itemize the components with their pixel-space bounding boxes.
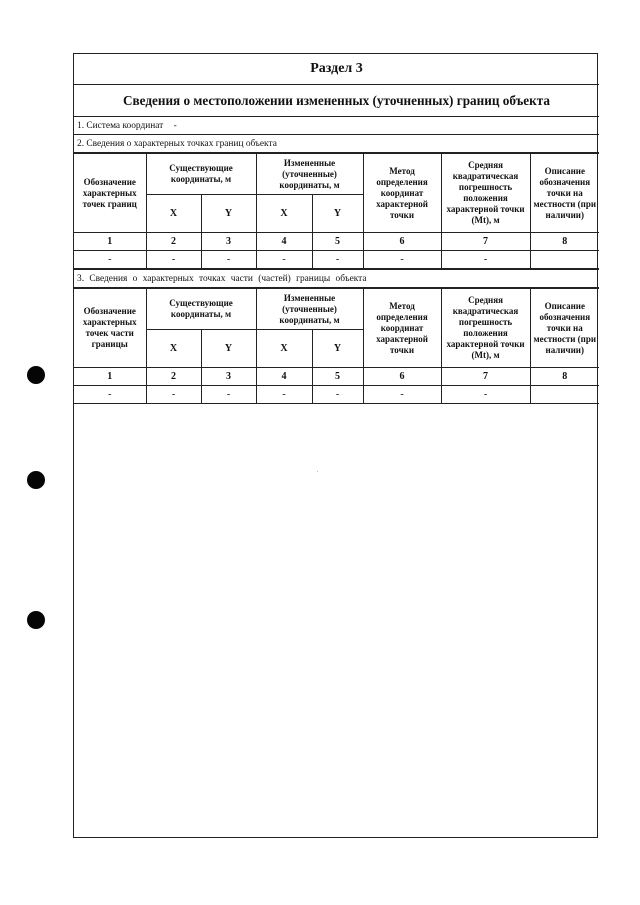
col-header-existing: Существующие координаты, м (146, 154, 256, 195)
column-number: 2 (146, 233, 201, 251)
column-number: 5 (312, 368, 363, 386)
column-number: 7 (441, 233, 530, 251)
column-number: 2 (146, 368, 201, 386)
section-title: Раздел 3 (74, 54, 599, 85)
table-row (74, 251, 599, 269)
coordinate-system-row (74, 117, 599, 135)
punch-hole-bottom (27, 611, 45, 629)
column-number-row (74, 368, 599, 386)
document-frame (73, 53, 598, 838)
col-header-existing-y: Y (201, 330, 256, 368)
table1-caption: 2. Сведения о характерных точках границ объекта (74, 135, 599, 153)
col-header-changed: Измененные (уточненные) координаты, м (256, 154, 363, 195)
boundary-points-table (74, 153, 599, 269)
table-cell: - (441, 386, 530, 404)
col-header-method: Метод определения координат характерной точки (363, 289, 441, 368)
col-header-designation: Обозначение характерных точек границ (74, 154, 146, 233)
col-header-changed: Измененные (уточненные) координаты, м (256, 289, 363, 330)
col-header-method: Метод определения координат характерной точки (363, 154, 441, 233)
col-header-existing: Существующие координаты, м (146, 289, 256, 330)
table-cell: - (146, 251, 201, 269)
table-row (74, 386, 599, 404)
table2-caption: 3. Сведения о характерных точках части (частей) границы объекта (74, 270, 599, 288)
column-number: 4 (256, 233, 312, 251)
coordinate-system-value: - (173, 120, 177, 131)
document-subtitle: Сведения о местоположении измененных (уточненных) границ объекта (74, 85, 599, 117)
col-header-changed-x: X (256, 330, 312, 368)
col-header-changed-y: Y (312, 330, 363, 368)
col-header-error: Средняя квадратическая погрешность положения характерной точки (Mt), м (441, 154, 530, 233)
col-header-existing-x: X (146, 195, 201, 233)
col-header-changed-x: X (256, 195, 312, 233)
col-header-description: Описание обозначения точки на местности (при наличии) (530, 154, 599, 233)
column-number: 3 (201, 233, 256, 251)
table2-caption-table (74, 269, 599, 288)
coordinate-system-label: 1. Система координат (77, 120, 164, 131)
col-header-existing-y: Y (201, 195, 256, 233)
column-number: 6 (363, 368, 441, 386)
table-cell: - (256, 386, 312, 404)
column-number-row (74, 233, 599, 251)
column-number: 6 (363, 233, 441, 251)
col-header-changed-y: Y (312, 195, 363, 233)
punch-hole-middle (27, 471, 45, 489)
column-number: 8 (530, 368, 599, 386)
col-header-error: Средняя квадратическая погрешность положения характерной точки (Mt), м (441, 289, 530, 368)
header-table (74, 54, 599, 153)
table-cell: - (363, 251, 441, 269)
punch-hole-top (27, 366, 45, 384)
column-number: 3 (201, 368, 256, 386)
col-header-existing-x: X (146, 330, 201, 368)
table-cell: - (201, 386, 256, 404)
column-number: 7 (441, 368, 530, 386)
table-cell: - (441, 251, 530, 269)
table-cell: - (363, 386, 441, 404)
table-cell: - (256, 251, 312, 269)
table-cell: - (74, 251, 146, 269)
column-number: 5 (312, 233, 363, 251)
table-cell: - (312, 386, 363, 404)
column-number: 1 (74, 233, 146, 251)
col-header-designation: Обозначение характерных точек части границы (74, 289, 146, 368)
table-cell (530, 251, 599, 269)
column-number: 4 (256, 368, 312, 386)
table-cell: - (201, 251, 256, 269)
col-header-description: Описание обозначения точки на местности (при наличии) (530, 289, 599, 368)
column-number: 1 (74, 368, 146, 386)
table-cell: - (146, 386, 201, 404)
table-cell (530, 386, 599, 404)
column-number: 8 (530, 233, 599, 251)
boundary-part-points-table (74, 288, 599, 404)
table-cell: - (74, 386, 146, 404)
table-cell: - (312, 251, 363, 269)
